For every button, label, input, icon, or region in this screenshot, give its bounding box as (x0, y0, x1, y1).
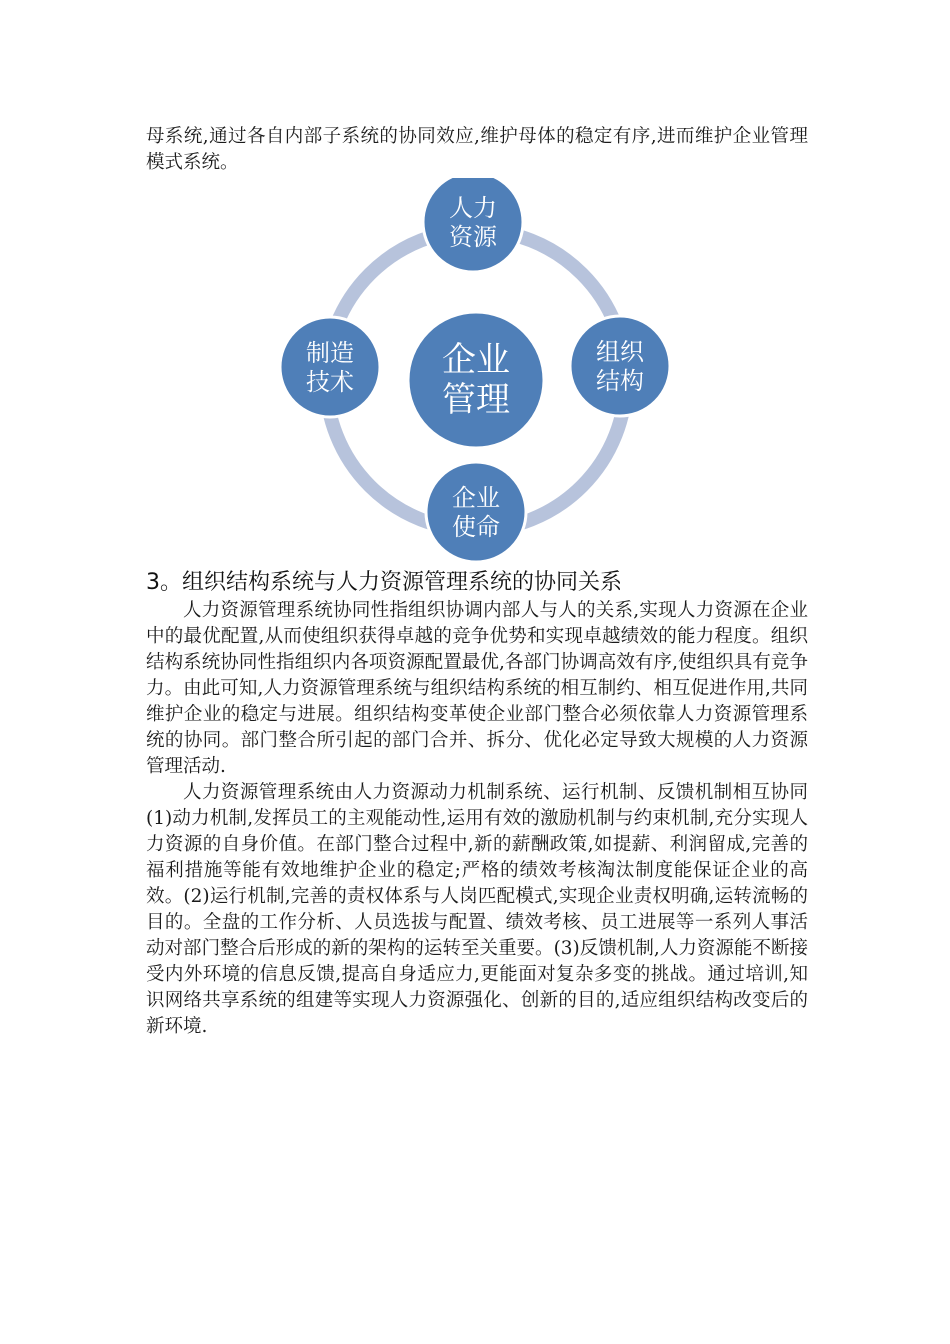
node-top-line1: 人力 (449, 194, 497, 222)
management-cycle-diagram (276, 178, 676, 570)
center-node (408, 312, 544, 448)
section-heading: 3。组织结构系统与人力资源管理系统的协同关系 (146, 570, 622, 595)
node-bottom-line2: 使命 (452, 513, 500, 541)
node-bottom (426, 462, 526, 562)
section-body (146, 598, 808, 1040)
node-right-line1: 组织 (596, 338, 644, 366)
node-right (570, 316, 670, 416)
center-node-line1: 企业 (442, 340, 510, 380)
node-top (423, 178, 523, 272)
node-bottom-line1: 企业 (452, 484, 500, 512)
body-paragraph-1: 人力资源管理系统协同性指组织协调内部人与人的关系,实现人力资源在企业中的最优配置,从而使组织获得卓越的竞争优势和实现卓越绩效的能力程度。组织结构系统协同性指组织内各项资源配置最优,各部门协调高效有序,使组织具有竞争力。由此可知,人力资源管理系统与组织结构系统的相互制约、相互促进作用,共同维护企业的稳定与进展。组织结构变革使企业部门整合必须依靠人力资源管理系统的协同。部门整合所引起的部门合并、拆分、优化必定导致大规模的人力资源管理活动. (146, 600, 808, 777)
node-left (280, 317, 380, 417)
node-left-line1: 制造 (306, 339, 354, 367)
center-node-line2: 管理 (442, 380, 510, 420)
node-top-line2: 资源 (449, 223, 497, 251)
intro-paragraph: 母系统,通过各自内部子系统的协同效应,维护母体的稳定有序,进而维护企业管理模式系统。 (146, 126, 808, 173)
body-paragraph-2: 人力资源管理系统由人力资源动力机制系统、运行机制、反馈机制相互协同(1)动力机制,发挥员工的主观能动性,运用有效的激励机制与约束机制,充分实现人力资源的自身价值。在部门整合过程中,新的薪酬政策,如提薪、利润留成,完善的福利措施等能有效地维护企业的稳定;严格的绩效考核淘汰制度能保证企业的高效。(2)运行机制,完善的责权体系与人岗匹配模式,实现企业责权明确,运转流畅的目的。全盘的工作分析、人员选拔与配置、绩效考核、员工进展等一系列人事活动对部门整合后形成的新的架构的运转至关重要。(3)反馈机制,人力资源能不断接受内外环境的信息反馈,提高自身适应力,更能面对复杂多变的挑战。通过培训,知识网络共享系统的组建等实现人力资源强化、创新的目的,适应组织结构改变后的新环境. (146, 782, 808, 1037)
node-left-line2: 技术 (306, 368, 354, 396)
node-right-line2: 结构 (596, 367, 644, 395)
